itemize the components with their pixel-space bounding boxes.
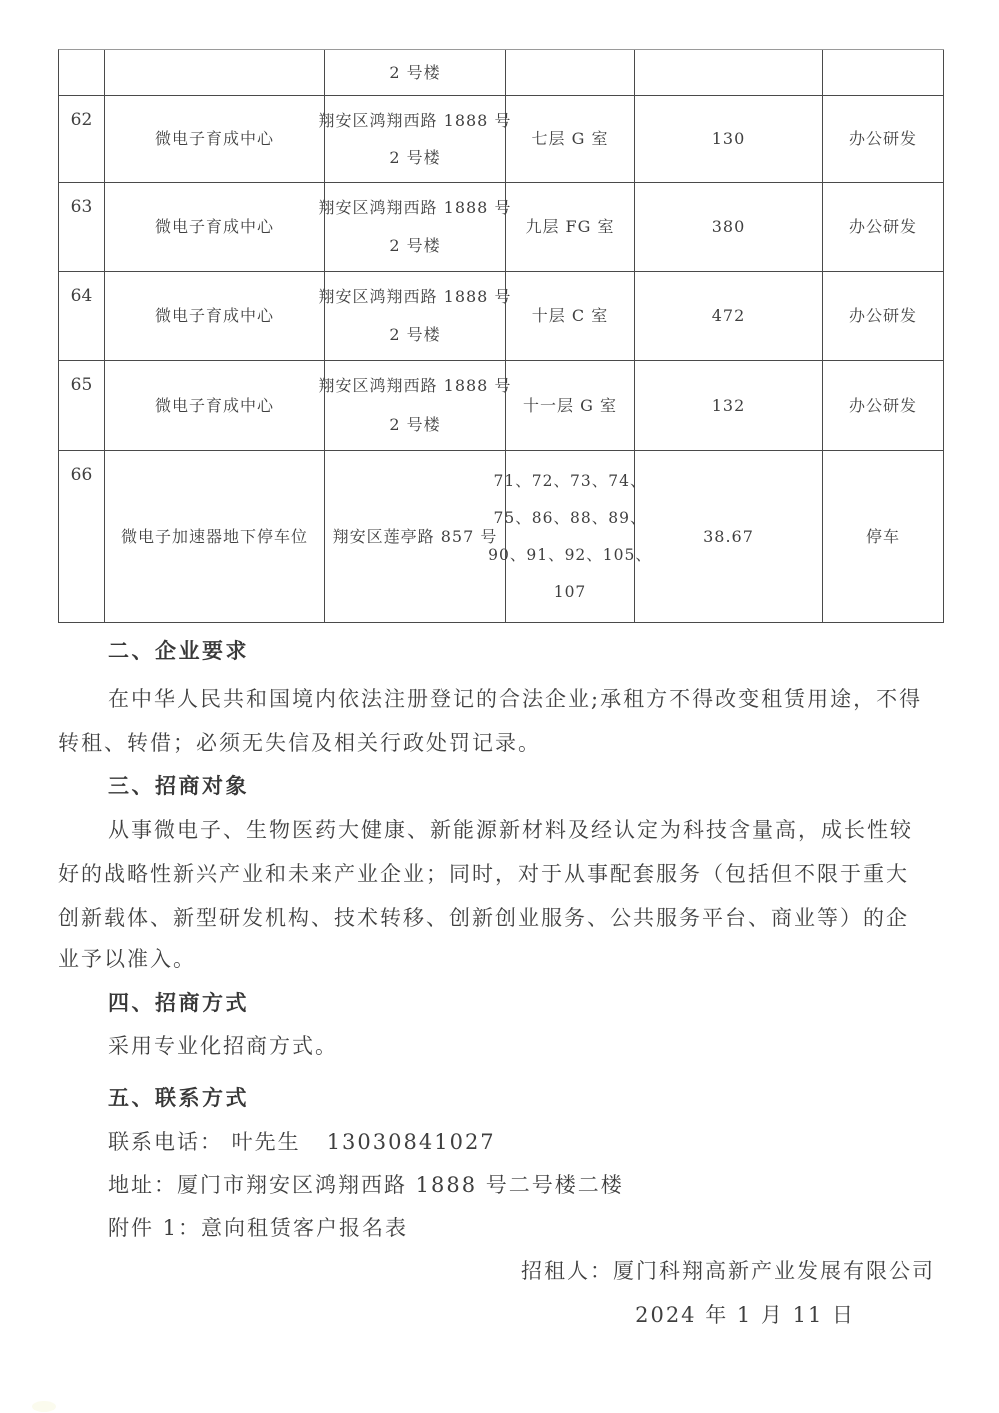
room-line: 90、91、92、105、 (488, 545, 652, 564)
table-cell-room: 十层 C 室 (506, 272, 635, 361)
address-line-1: 翔安区鸿翔西路 1888 号 (318, 376, 512, 396)
table-cell-partial-use (823, 50, 944, 96)
targets-paragraph-line-3: 创新载体、新型研发机构、技术转移、创新创业服务、公共服务平台、商业等）的企 (58, 906, 909, 930)
address-line-1: 翔安区鸿翔西路 1888 号 (318, 198, 512, 217)
address-line-2: 2 号楼 (389, 236, 441, 255)
contact-address-line: 地址：厦门市翔安区鸿翔西路 1888 号二号楼二楼 (108, 1173, 624, 1197)
table-cell-row-number: 65 (59, 361, 105, 451)
contact-phone-line: 联系电话： 叶先生 13030841027 (108, 1130, 496, 1154)
address-line-2: 2 号楼 (389, 147, 441, 167)
table-cell-row-number: 62 (59, 96, 105, 183)
section-requirements-heading: 二、企业要求 (108, 638, 249, 663)
table-cell-partial-area (635, 50, 823, 96)
attachment-line: 附件 1：意向租赁客户报名表 (108, 1216, 409, 1240)
method-body: 采用专业化招商方式。 (108, 1034, 338, 1058)
table-cell-row-number: 66 (59, 451, 105, 623)
document-date: 2024 年 1 月 11 日 (635, 1303, 855, 1327)
table-cell-address: 翔安区莲亭路 857 号 (325, 451, 506, 623)
table-cell-room: 九层 FG 室 (506, 183, 635, 272)
address-line-1: 翔安区鸿翔西路 1888 号 (318, 110, 512, 130)
table-cell-area: 130 (635, 96, 823, 183)
table-cell-address (318, 272, 512, 361)
address-line-2: 2 号楼 (389, 325, 441, 344)
table-cell-use: 办公研发 (823, 272, 944, 361)
targets-paragraph-line-1: 从事微电子、生物医药大健康、新能源新材料及经认定为科技含量高，成长性较 (108, 818, 913, 842)
table-cell-use: 办公研发 (823, 96, 944, 183)
requirements-paragraph-line-2: 转租、转借；必须无失信及相关行政处罚记录。 (58, 731, 541, 755)
requirements-paragraph-line-1: 在中华人民共和国境内依法注册登记的合法企业;承租方不得改变租赁用途，不得 (108, 687, 923, 711)
table-cell-area: 132 (635, 361, 823, 451)
scan-artifact-dot (32, 1401, 56, 1412)
table-cell-area: 38.67 (635, 451, 823, 623)
table-cell-use: 办公研发 (823, 183, 944, 272)
table-cell-address (318, 361, 512, 451)
table-cell-partial-num (59, 50, 105, 96)
room-line: 71、72、73、74、 (493, 472, 647, 491)
targets-paragraph-line-2: 好的战略性新兴产业和未来产业企业；同时，对于从事配套服务（包括但不限于重大 (58, 862, 909, 886)
table-cell-use: 停车 (823, 451, 944, 623)
section-targets-heading: 三、招商对象 (108, 773, 249, 798)
table-cell-property-name: 微电子育成中心 (105, 272, 325, 361)
lessor-signature-line: 招租人：厦门科翔高新产业发展有限公司 (521, 1259, 935, 1283)
table-cell-property-name: 微电子加速器地下停车位 (105, 451, 325, 623)
section-contact-heading: 五、联系方式 (108, 1085, 249, 1110)
table-cell-address (318, 96, 512, 183)
table-cell-partial-name (105, 50, 325, 96)
table-cell-row-number: 63 (59, 183, 105, 272)
table-cell-area: 472 (635, 272, 823, 361)
table-cell-room (488, 451, 652, 623)
section-method-heading: 四、招商方式 (108, 990, 249, 1015)
table-cell-row-number: 64 (59, 272, 105, 361)
room-line: 107 (553, 582, 587, 601)
table-cell-address (318, 183, 512, 272)
room-line: 75、86、88、89、 (493, 509, 647, 528)
property-table (58, 49, 944, 623)
table-cell-property-name: 微电子育成中心 (105, 361, 325, 451)
table-cell-area: 380 (635, 183, 823, 272)
table-cell-room: 七层 G 室 (506, 96, 635, 183)
table-cell-partial-room (506, 50, 635, 96)
table-cell-use: 办公研发 (823, 361, 944, 451)
address-line-1: 翔安区鸿翔西路 1888 号 (318, 287, 512, 306)
table-cell-property-name: 微电子育成中心 (105, 183, 325, 272)
table-cell-room: 十一层 G 室 (506, 361, 635, 451)
table-cell-property-name: 微电子育成中心 (105, 96, 325, 183)
table-cell-partial-address: 2 号楼 (325, 50, 506, 96)
address-line-2: 2 号楼 (389, 414, 441, 434)
targets-paragraph-line-4: 业予以准入。 (58, 947, 196, 971)
